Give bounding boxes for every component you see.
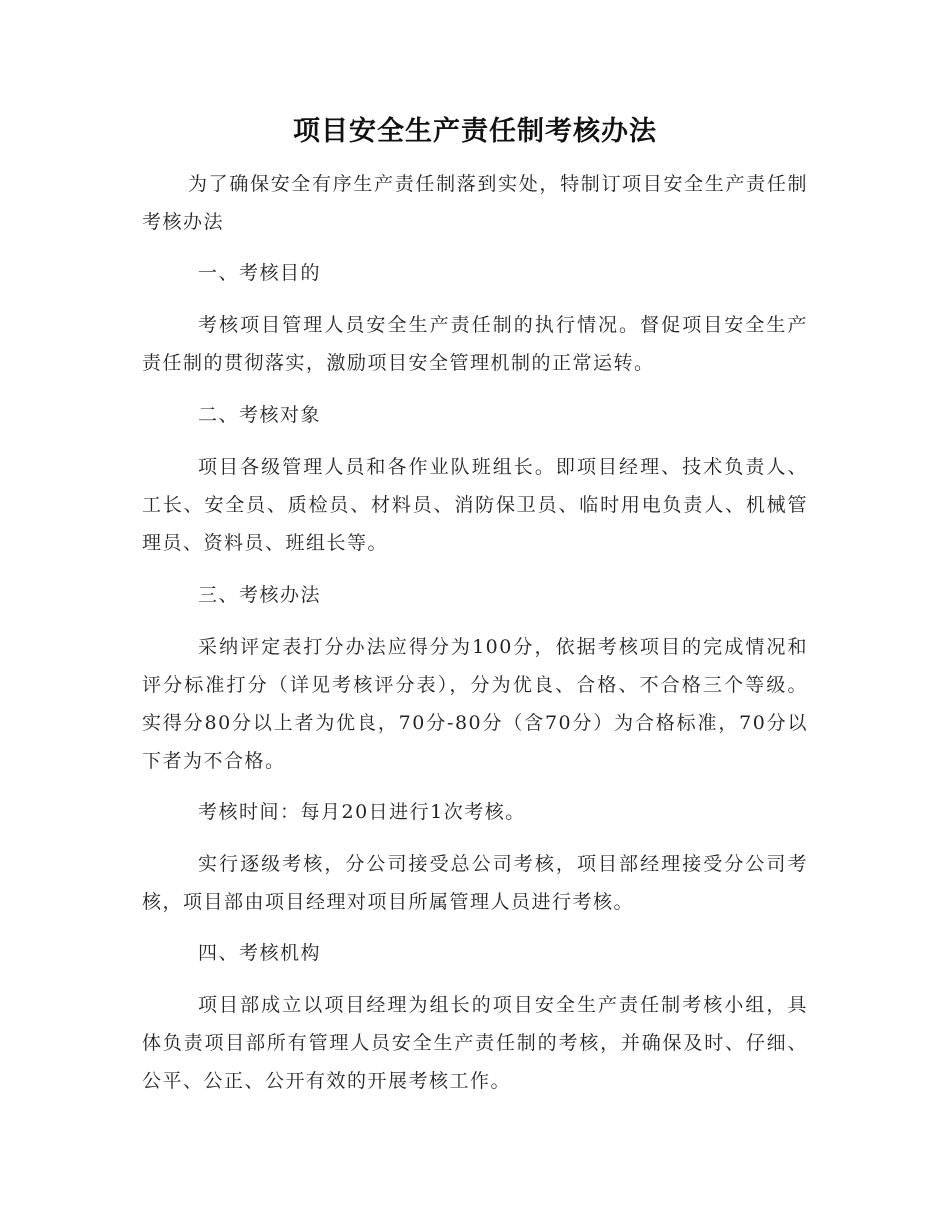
section-body-method-levels: 实行逐级考核，分公司接受总公司考核，项目部经理接受分公司考核，项目部由项目经理对项目所属管理人员进行考核。 — [142, 853, 808, 913]
document-title: 项目安全生产责任制考核办法 — [293, 116, 657, 147]
section-body-targets: 项目各级管理人员和各作业队班组长。即项目经理、技术负责人、工长、安全员、质检员、材料员、消防保卫员、临时用电负责人、机械管理员、资料员、班组长等。 — [142, 456, 808, 554]
section-heading-purpose: 一、考核目的 — [198, 262, 322, 284]
section-body-purpose: 考核项目管理人员安全生产责任制的执行情况。督促项目安全生产责任制的贯彻落实，激励项目安全管理机制的正常运转。 — [142, 314, 808, 374]
section-heading-method: 三、考核办法 — [198, 584, 322, 606]
section-body-method-scoring: 采纳评定表打分办法应得分为100分，依据考核项目的完成情况和评分标准打分（详见考核评分表），分为优良、合格、不合格三个等级。实得分80分以上者为优良，70分-80分（含70分）为合格标准，70分以下者为不合格。 — [142, 636, 808, 772]
section-heading-organization: 四、考核机构 — [198, 942, 322, 964]
section-heading-targets: 二、考核对象 — [198, 404, 322, 426]
intro-paragraph: 为了确保安全有序生产责任制落到实处，特制订项目安全生产责任制考核办法 — [142, 173, 808, 233]
section-body-organization: 项目部成立以项目经理为组长的项目安全生产责任制考核小组，具体负责项目部所有管理人员安全生产责任制的考核，并确保及时、仔细、公平、公正、公开有效的开展考核工作。 — [142, 994, 808, 1092]
section-body-method-schedule: 考核时间：每月20日进行1次考核。 — [198, 801, 526, 823]
